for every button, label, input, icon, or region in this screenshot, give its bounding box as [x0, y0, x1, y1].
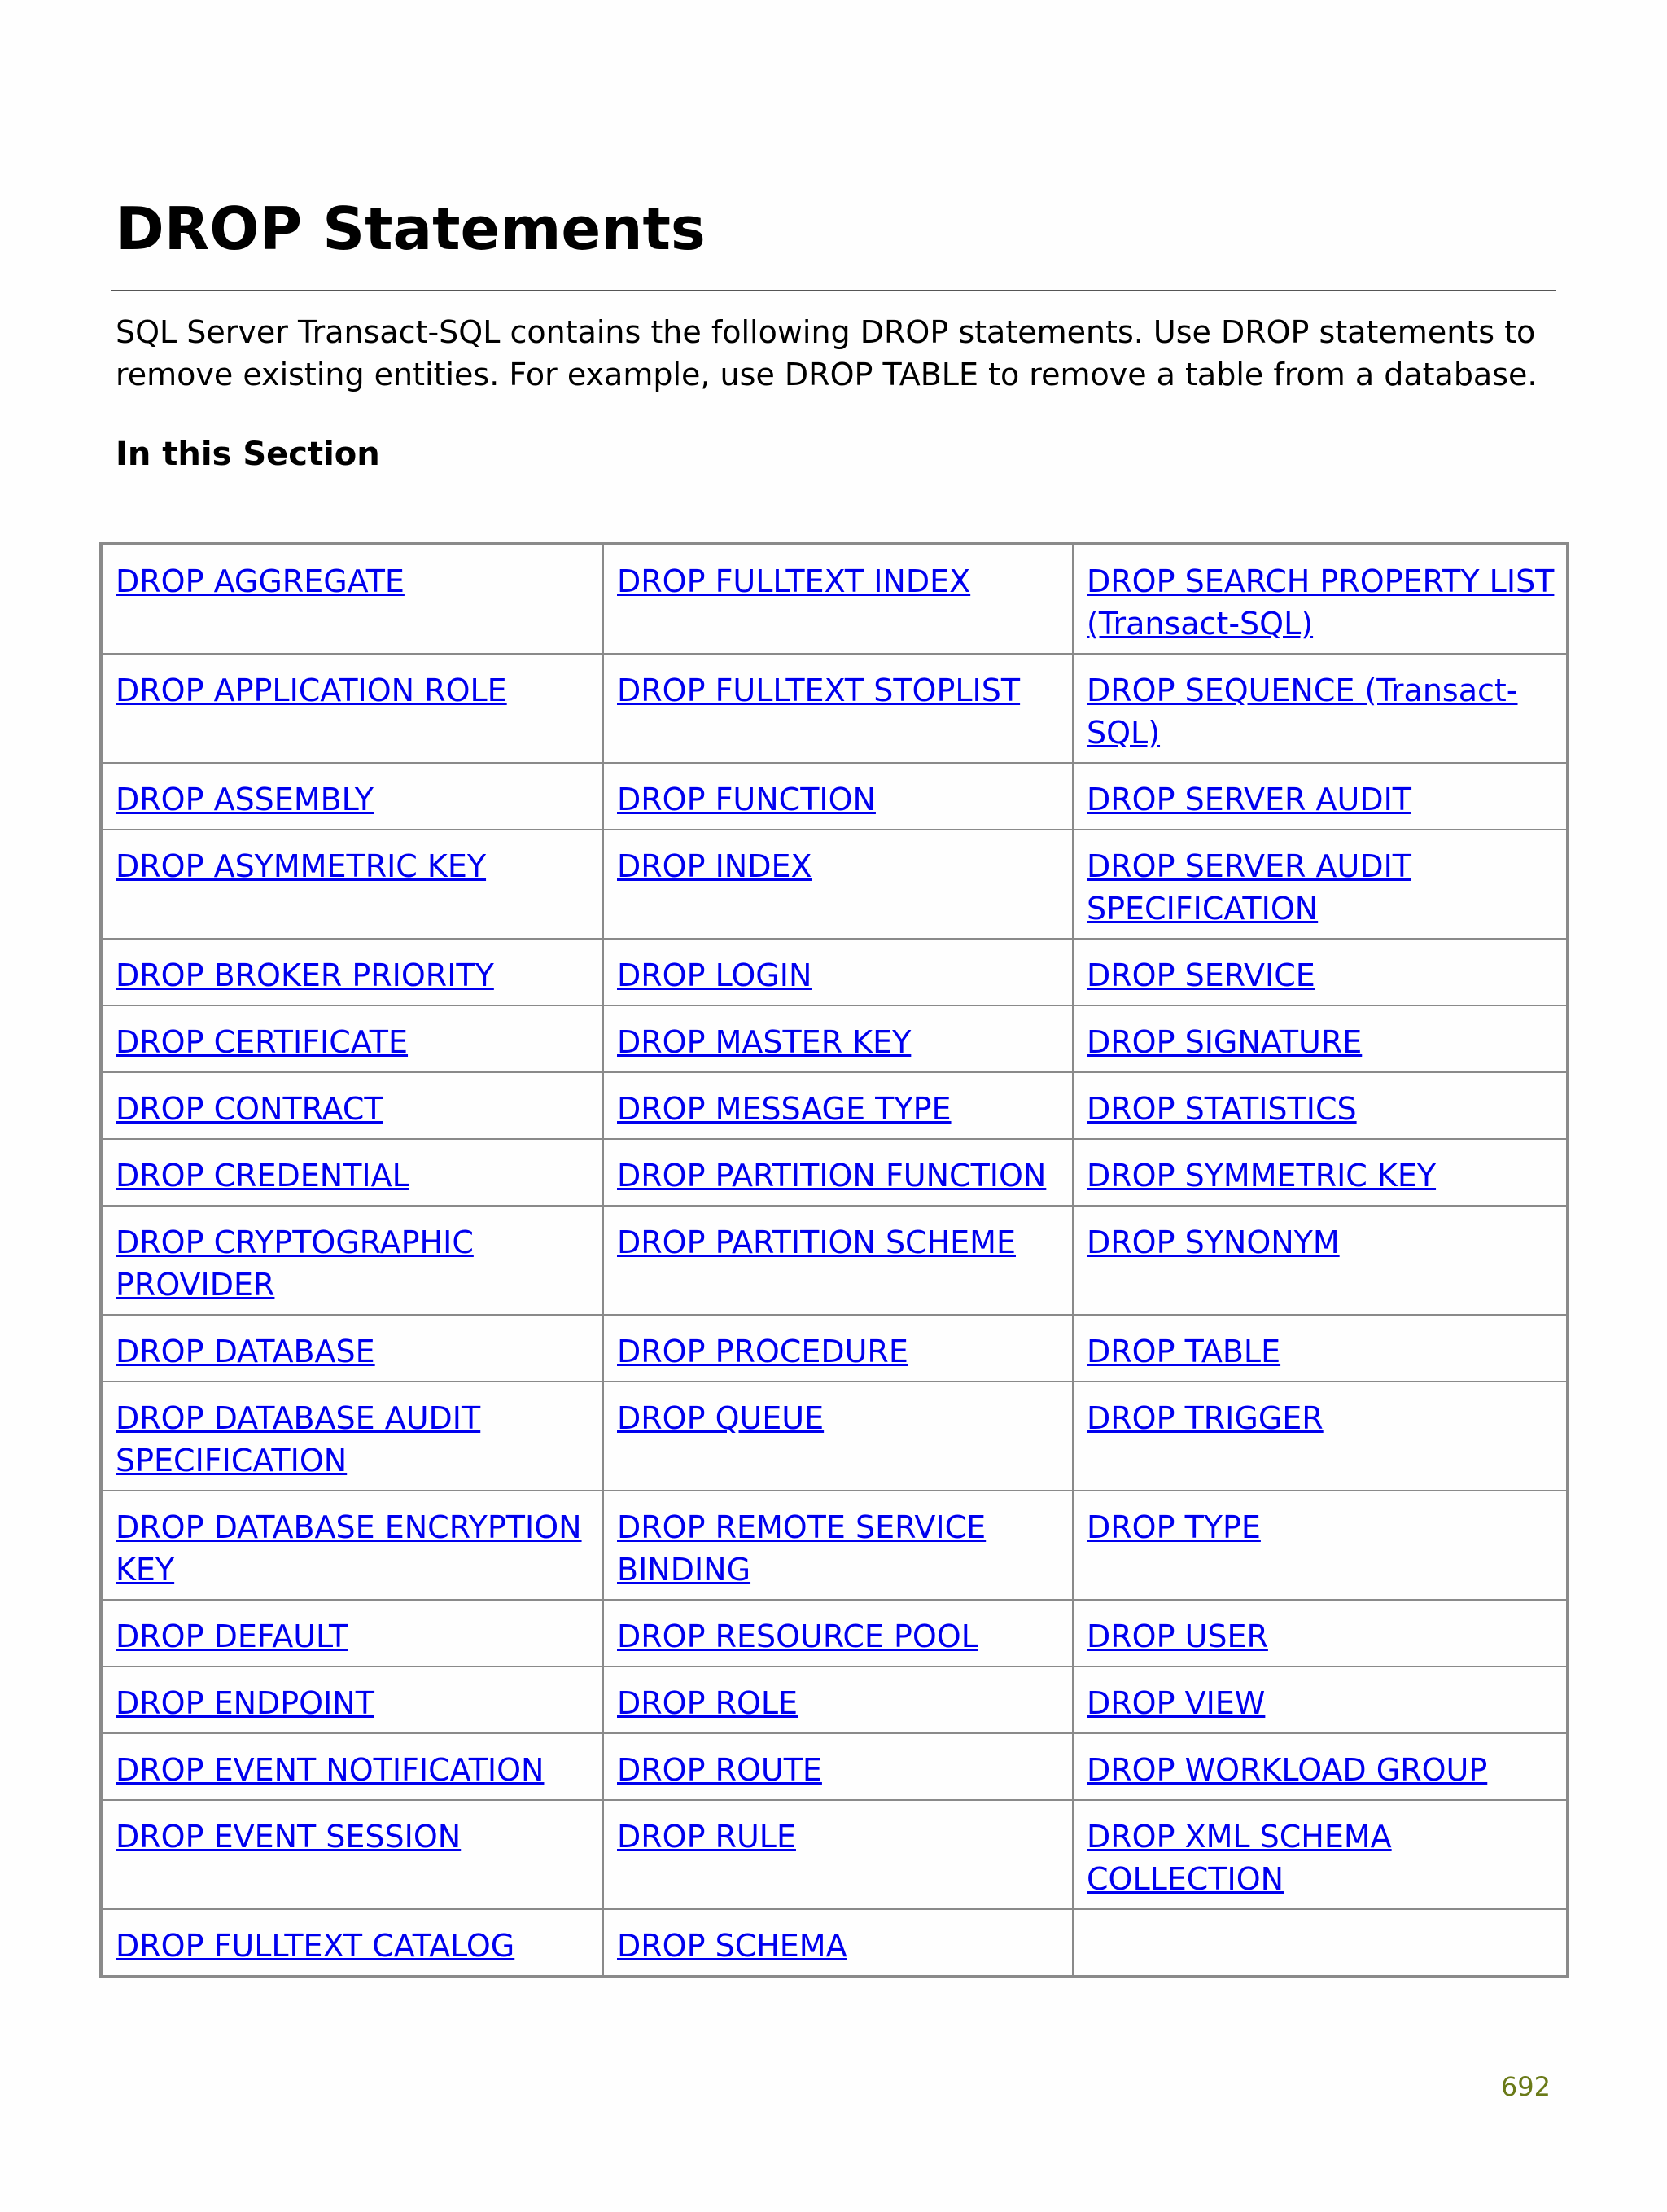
statement-link[interactable]: DROP STATISTICS — [1087, 1091, 1357, 1127]
statement-link[interactable]: DROP CERTIFICATE — [116, 1024, 409, 1060]
statement-link[interactable]: DROP FUNCTION — [617, 782, 876, 817]
table-row — [101, 1667, 1568, 1733]
statement-link[interactable]: DROP SYNONYM — [1087, 1224, 1340, 1260]
table-cell — [603, 1315, 1073, 1382]
table-cell — [603, 1072, 1073, 1139]
table-cell — [603, 1382, 1073, 1491]
title-divider — [111, 290, 1556, 291]
table-row — [101, 830, 1568, 939]
table-row — [101, 654, 1568, 763]
intro-paragraph: SQL Server Transact-SQL contains the following DROP statements. Use DROP statements to remove existing entities. For example, use DROP TABLE to remove a table from a database. — [116, 314, 1538, 392]
table-cell — [603, 1800, 1073, 1909]
table-cell — [1073, 1733, 1568, 1800]
statement-link[interactable]: DROP TABLE — [1087, 1334, 1281, 1369]
table-cell — [603, 1667, 1073, 1733]
table-row — [101, 1072, 1568, 1139]
table-cell — [101, 1667, 603, 1733]
statement-link[interactable]: DROP SIGNATURE — [1087, 1024, 1363, 1060]
table-cell — [1073, 763, 1568, 830]
statement-link[interactable]: DROP SEQUENCE (Transact-SQL) — [1087, 672, 1518, 751]
statement-link[interactable]: DROP SERVER AUDIT — [1087, 782, 1411, 817]
table-row — [101, 1491, 1568, 1600]
table-cell — [101, 654, 603, 763]
statement-link[interactable]: DROP DATABASE AUDIT SPECIFICATION — [116, 1400, 481, 1478]
statement-link[interactable]: DROP PARTITION SCHEME — [617, 1224, 1016, 1260]
table-cell — [603, 1733, 1073, 1800]
section-heading: In this Section — [116, 436, 380, 473]
table-cell — [101, 544, 603, 654]
table-cell — [101, 1005, 603, 1072]
statement-link[interactable]: DROP DEFAULT — [116, 1618, 348, 1654]
table-cell — [1073, 1491, 1568, 1600]
table-row — [101, 939, 1568, 1005]
statement-link[interactable]: DROP CREDENTIAL — [116, 1158, 409, 1194]
table-cell — [1073, 1382, 1568, 1491]
statement-link[interactable]: DROP PROCEDURE — [617, 1334, 908, 1369]
table-cell — [101, 1800, 603, 1909]
table-cell — [603, 1491, 1073, 1600]
table-cell — [1073, 1139, 1568, 1206]
table-cell — [1073, 1800, 1568, 1909]
table-cell — [603, 1909, 1073, 1977]
statement-link[interactable]: DROP FULLTEXT STOPLIST — [617, 672, 1021, 708]
statement-link[interactable]: DROP MASTER KEY — [617, 1024, 912, 1060]
table-row — [101, 1600, 1568, 1667]
table-cell — [603, 1206, 1073, 1315]
table-cell — [1073, 1005, 1568, 1072]
table-cell — [603, 1139, 1073, 1206]
table-cell — [101, 1600, 603, 1667]
statement-link[interactable]: DROP XML SCHEMA COLLECTION — [1087, 1819, 1392, 1897]
statement-link[interactable]: DROP DATABASE ENCRYPTION KEY — [116, 1509, 582, 1588]
table-cell — [603, 830, 1073, 939]
table-row — [101, 1800, 1568, 1909]
table-cell — [1073, 1909, 1568, 1977]
table-row — [101, 1733, 1568, 1800]
table-row — [101, 1005, 1568, 1072]
statement-link[interactable]: DROP SCHEMA — [617, 1928, 847, 1964]
page-title: DROP Statements — [116, 195, 706, 263]
statement-link[interactable]: DROP TYPE — [1087, 1509, 1261, 1545]
table-cell — [101, 1139, 603, 1206]
statement-link[interactable]: DROP RESOURCE POOL — [617, 1618, 978, 1654]
statement-link[interactable]: DROP LOGIN — [617, 957, 812, 993]
statement-link[interactable]: DROP VIEW — [1087, 1685, 1266, 1721]
statement-link[interactable]: DROP TRIGGER — [1087, 1400, 1324, 1436]
statement-link[interactable]: DROP SERVER AUDIT SPECIFICATION — [1087, 848, 1411, 926]
statement-link[interactable]: DROP ASYMMETRIC KEY — [116, 848, 487, 884]
table-cell — [101, 1491, 603, 1600]
statement-link[interactable]: DROP ROLE — [617, 1685, 798, 1721]
table-cell — [101, 1382, 603, 1491]
drop-statements-table — [99, 542, 1569, 1978]
table-cell — [101, 1315, 603, 1382]
table-cell — [603, 1005, 1073, 1072]
table-cell — [603, 763, 1073, 830]
table-cell — [603, 654, 1073, 763]
statement-link[interactable]: DROP MESSAGE TYPE — [617, 1091, 952, 1127]
statement-link[interactable]: DROP EVENT SESSION — [116, 1819, 462, 1855]
statement-link[interactable]: DROP FULLTEXT INDEX — [617, 563, 971, 599]
statement-link[interactable]: DROP PARTITION FUNCTION — [617, 1158, 1047, 1194]
statement-link[interactable]: DROP SYMMETRIC KEY — [1087, 1158, 1437, 1194]
statement-link[interactable]: DROP SERVICE — [1087, 957, 1315, 993]
statement-link[interactable]: DROP RULE — [617, 1819, 796, 1855]
statement-link[interactable]: DROP ROUTE — [617, 1752, 822, 1788]
table-cell — [1073, 1315, 1568, 1382]
table-cell — [1073, 830, 1568, 939]
table-cell — [101, 1206, 603, 1315]
statement-link[interactable]: DROP WORKLOAD GROUP — [1087, 1752, 1488, 1788]
statement-link[interactable]: DROP ENDPOINT — [116, 1685, 374, 1721]
table-cell — [101, 939, 603, 1005]
table-row — [101, 544, 1568, 654]
table-cell — [603, 1600, 1073, 1667]
table-cell — [1073, 654, 1568, 763]
table-row — [101, 1139, 1568, 1206]
table-row — [101, 1315, 1568, 1382]
statement-link[interactable]: DROP CRYPTOGRAPHIC PROVIDER — [116, 1224, 474, 1303]
table-row — [101, 1206, 1568, 1315]
drop-statements-table-body — [101, 544, 1568, 1977]
statement-link[interactable]: DROP DATABASE — [116, 1334, 375, 1369]
statement-link[interactable]: DROP CONTRACT — [116, 1091, 383, 1127]
statement-link[interactable]: DROP APPLICATION ROLE — [116, 672, 507, 708]
table-cell — [1073, 1600, 1568, 1667]
statement-link[interactable]: DROP QUEUE — [617, 1400, 825, 1436]
table-cell — [1073, 544, 1568, 654]
statement-link[interactable]: DROP FULLTEXT CATALOG — [116, 1928, 515, 1964]
table-row — [101, 763, 1568, 830]
statement-link[interactable]: DROP USER — [1087, 1618, 1268, 1654]
statement-link[interactable]: DROP AGGREGATE — [116, 563, 405, 599]
table-cell — [101, 1733, 603, 1800]
table-cell — [101, 763, 603, 830]
table-cell — [1073, 1206, 1568, 1315]
statement-link[interactable]: DROP BROKER PRIORITY — [116, 957, 494, 993]
table-cell — [1073, 939, 1568, 1005]
statement-link[interactable]: DROP SEARCH PROPERTY LIST (Transact-SQL) — [1087, 563, 1555, 642]
statement-link[interactable]: DROP INDEX — [617, 848, 812, 884]
table-cell — [101, 1909, 603, 1977]
table-cell — [1073, 1072, 1568, 1139]
table-cell — [1073, 1667, 1568, 1733]
table-row — [101, 1382, 1568, 1491]
page-number: 692 — [1500, 2071, 1551, 2102]
statement-link[interactable]: DROP EVENT NOTIFICATION — [116, 1752, 545, 1788]
table-row — [101, 1909, 1568, 1977]
table-cell — [603, 544, 1073, 654]
table-cell — [101, 830, 603, 939]
statement-link[interactable]: DROP ASSEMBLY — [116, 782, 374, 817]
statement-link[interactable]: DROP REMOTE SERVICE BINDING — [617, 1509, 987, 1588]
table-cell — [603, 939, 1073, 1005]
table-cell — [101, 1072, 603, 1139]
